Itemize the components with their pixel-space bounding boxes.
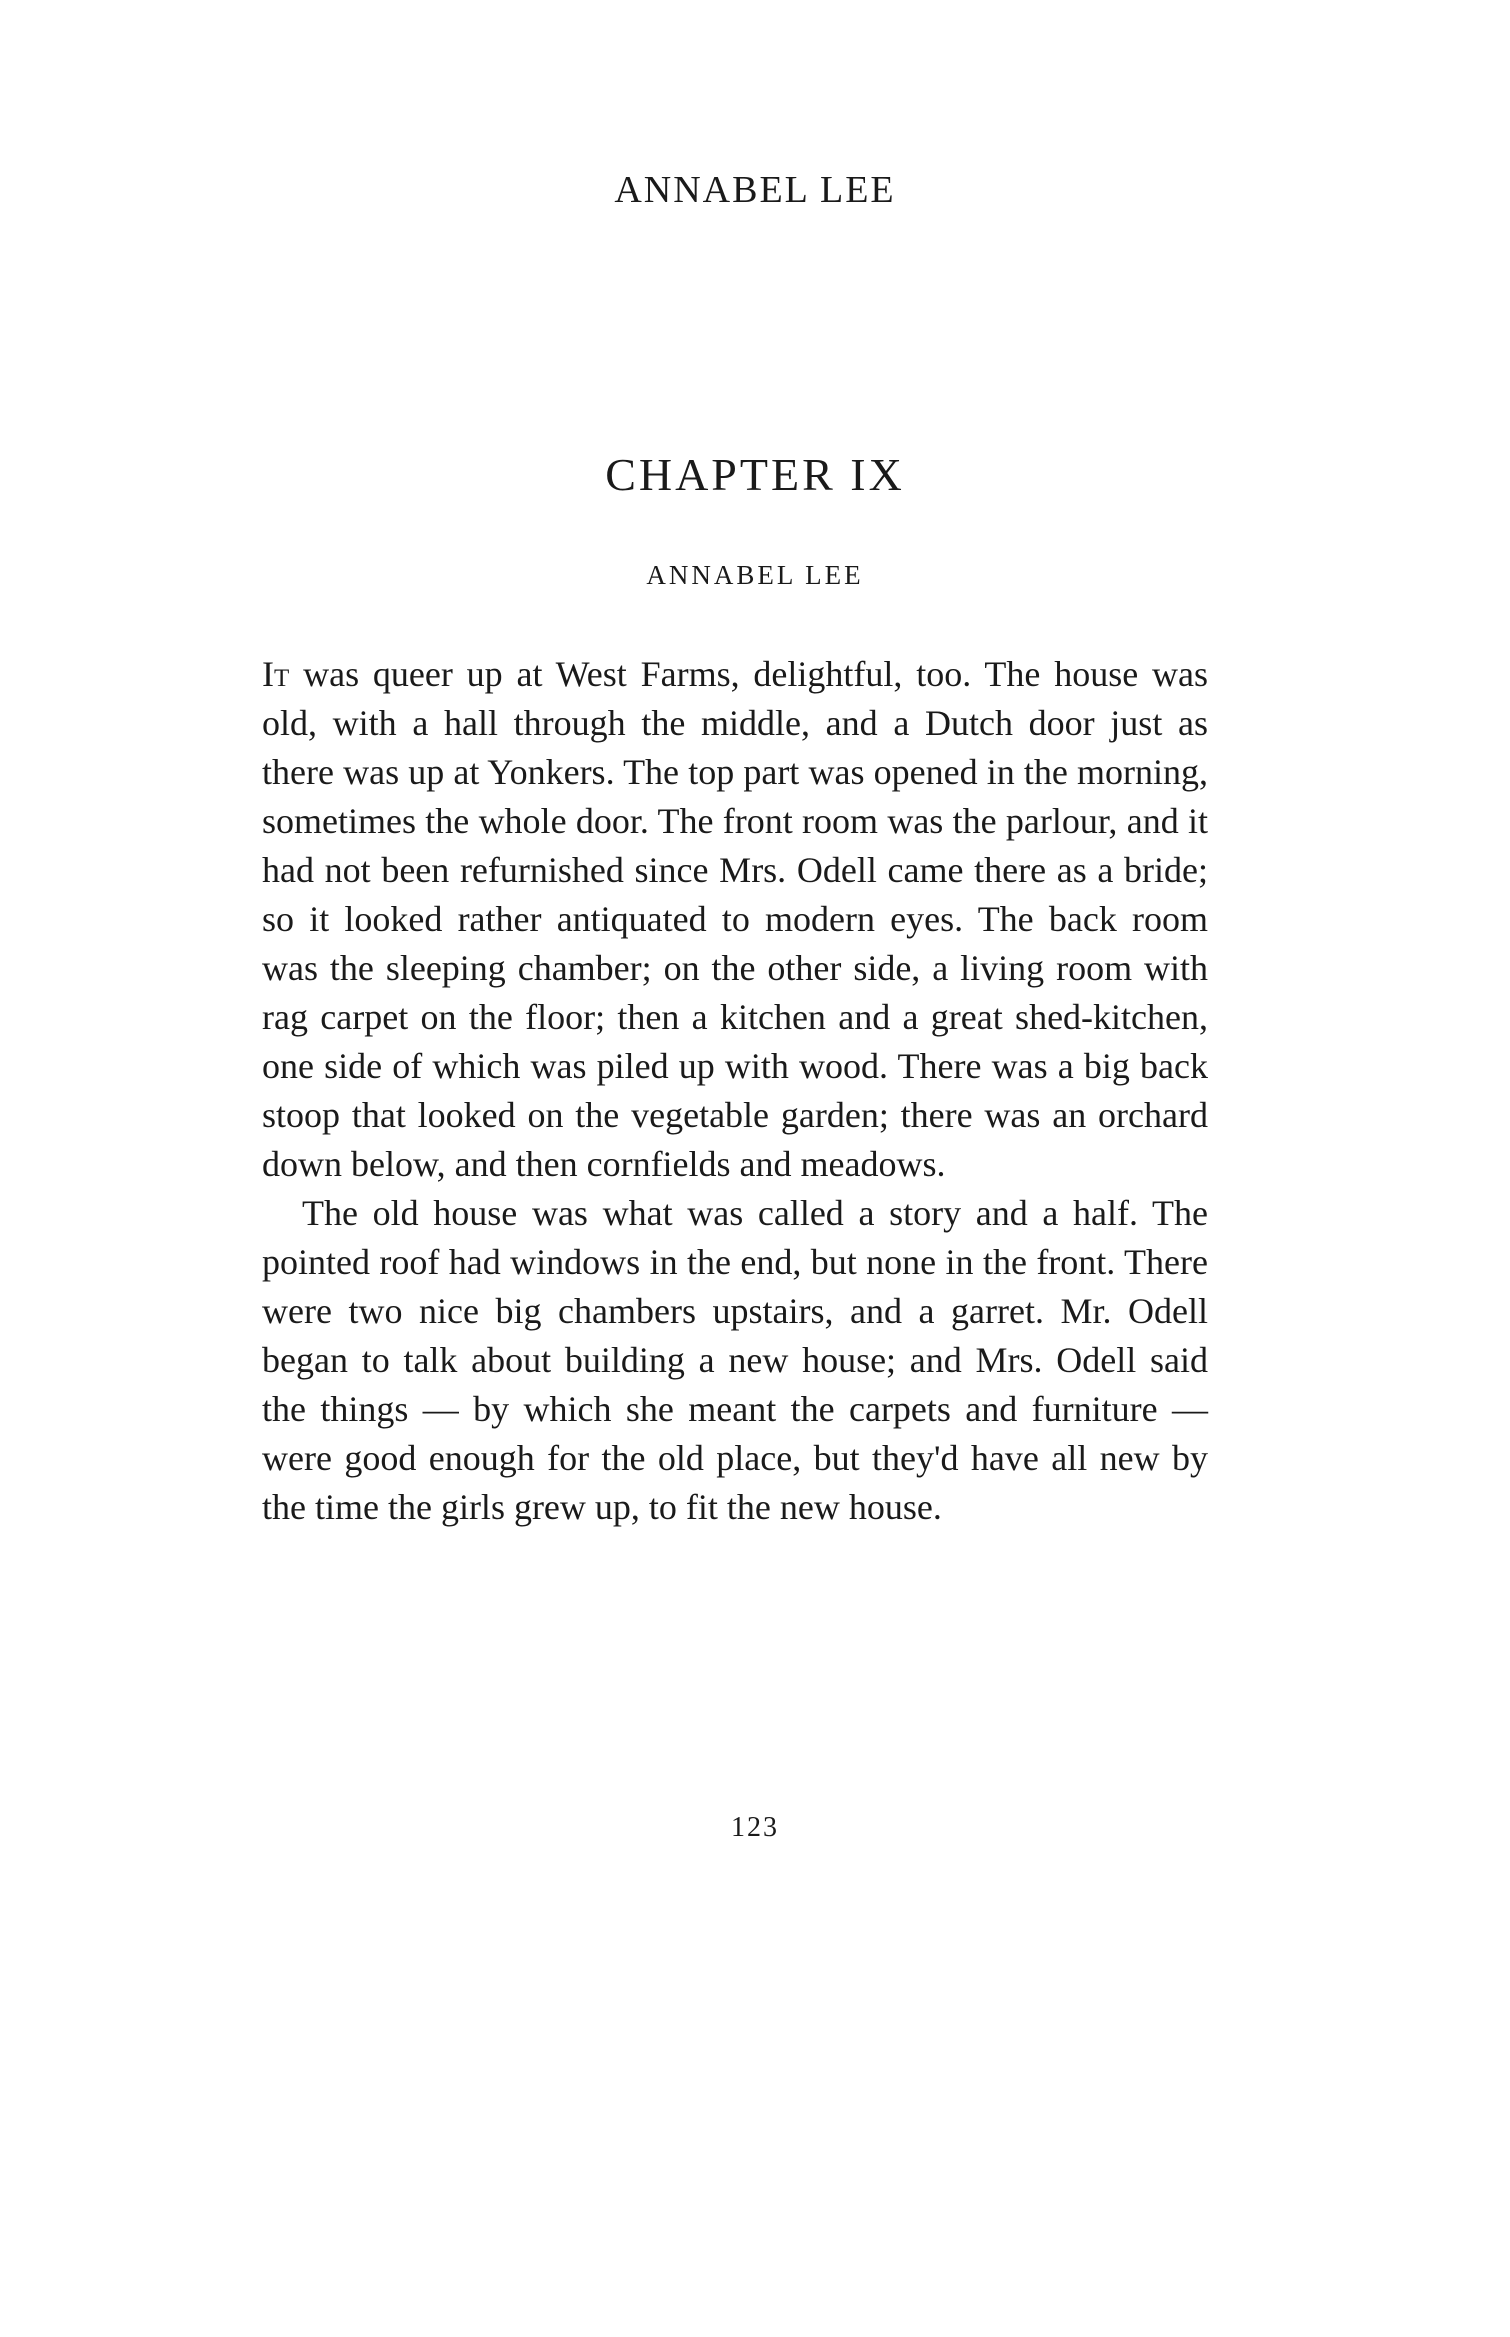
chapter-subtitle: ANNABEL LEE (646, 560, 864, 590)
paragraph-1 (262, 650, 1208, 1189)
running-head: ANNABEL LEE (614, 169, 896, 211)
chapter-title: CHAPTER IX (605, 449, 905, 500)
paragraph-2: The old house was what was called a story and a half. The pointed roof had windows in the end, but none in the front. There were two nice big chambers upstairs, and a garret. Mr. Odell began to talk about building a new house; and Mrs. Odell said the things — by which she meant the carpets and furniture — were good enough for the old place, but they'd have all new by the time the girls grew up, to fit the new house. (262, 1193, 1208, 1527)
paragraph-lead-word: It (262, 654, 290, 694)
paragraph-1-text: was queer up at West Farms, delightful, too. The house was old, with a hall through the middle, and a Dutch door just as there was up at Yonkers. The top part was opened in the morning, sometimes the whole door. The front room was the parlour, and it had not been refurnished since Mrs. Odell came there as a bride; so it looked rather antiquated to modern eyes. The back room was the sleeping chamber; on the other side, a living room with rag carpet on the floor; then a kitchen and a great shed-kitchen, one side of which was piled up with wood. There was a big back stoop that looked on the vegetable garden; there was an orchard down below, and then cornfields and meadows. (262, 654, 1208, 1184)
body-text (262, 650, 1208, 1532)
page-number: 123 (731, 1812, 779, 1843)
